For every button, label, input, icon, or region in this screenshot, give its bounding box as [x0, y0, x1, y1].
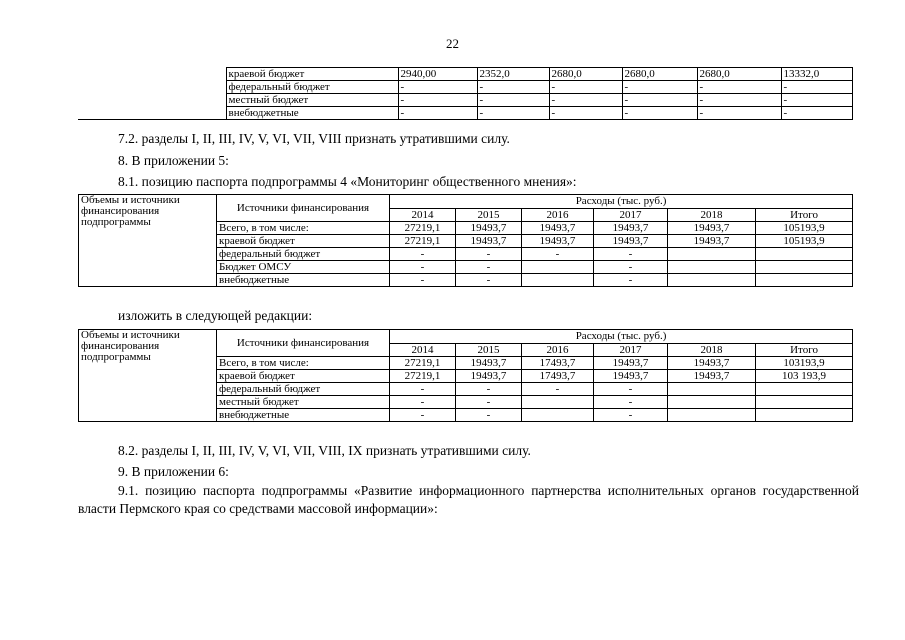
- value-cell: 19493,7: [522, 222, 594, 235]
- value-cell: 19493,7: [456, 370, 522, 383]
- page-number: 22: [446, 36, 459, 51]
- value-cell: -: [477, 94, 549, 107]
- paragraph-8-2: 8.2. разделы I, II, III, IV, V, VI, VII, VIII, IX признать утратившими силу.: [118, 443, 531, 458]
- volumes-label: Объемы и источники финансирования подпрограммы: [79, 330, 217, 422]
- source-label: внебюджетные: [226, 107, 398, 120]
- value-cell: 19493,7: [668, 235, 756, 248]
- value-cell: 19493,7: [594, 235, 668, 248]
- value-cell: -: [522, 248, 594, 261]
- value-cell: 105193,9: [756, 235, 853, 248]
- table-row: [78, 81, 852, 94]
- value-cell: 27219,1: [390, 235, 456, 248]
- value-cell: -: [522, 383, 594, 396]
- empty-cell: [78, 81, 226, 94]
- value-cell: 19493,7: [594, 370, 668, 383]
- value-cell: [756, 396, 853, 409]
- value-cell: [756, 409, 853, 422]
- paragraph-9: 9. В приложении 6:: [118, 464, 229, 479]
- value-cell: 19493,7: [594, 222, 668, 235]
- paragraph-7-2: 7.2. разделы I, II, III, IV, V, VI, VII, VIII признать утратившими силу.: [118, 131, 510, 146]
- value-cell: 17493,7: [522, 357, 594, 370]
- value-cell: [756, 383, 853, 396]
- source-label: внебюджетные: [217, 409, 390, 422]
- value-cell: [522, 409, 594, 422]
- value-cell: [522, 396, 594, 409]
- year-header: 2018: [668, 209, 756, 222]
- year-header: 2015: [456, 344, 522, 357]
- value-cell: -: [390, 274, 456, 287]
- volumes-label: Объемы и источники финансирования подпрограммы: [79, 195, 217, 287]
- empty-cell: [78, 68, 226, 81]
- source-label: краевой бюджет: [217, 235, 390, 248]
- value-cell: -: [549, 107, 622, 120]
- value-cell: -: [456, 248, 522, 261]
- value-cell: 13332,0: [781, 68, 852, 81]
- source-label: федеральный бюджет: [217, 248, 390, 261]
- value-cell: 19493,7: [522, 235, 594, 248]
- value-cell: -: [594, 396, 668, 409]
- value-cell: -: [390, 248, 456, 261]
- value-cell: 2352,0: [477, 68, 549, 81]
- source-label: местный бюджет: [217, 396, 390, 409]
- value-cell: -: [398, 94, 477, 107]
- year-header: 2016: [522, 209, 594, 222]
- value-cell: -: [477, 81, 549, 94]
- value-cell: 19493,7: [668, 222, 756, 235]
- value-cell: -: [594, 383, 668, 396]
- value-cell: 19493,7: [456, 357, 522, 370]
- value-cell: 19493,7: [456, 235, 522, 248]
- empty-cell: [78, 94, 226, 107]
- value-cell: -: [594, 409, 668, 422]
- value-cell: 2680,0: [622, 68, 697, 81]
- sources-header: Источники финансирования: [217, 195, 390, 222]
- value-cell: 27219,1: [390, 357, 456, 370]
- value-cell: [668, 409, 756, 422]
- value-cell: -: [697, 94, 781, 107]
- value-cell: 19493,7: [456, 222, 522, 235]
- sources-header: Источники финансирования: [217, 330, 390, 357]
- value-cell: -: [456, 409, 522, 422]
- source-label: Всего, в том числе:: [217, 222, 390, 235]
- value-cell: -: [390, 409, 456, 422]
- source-label: внебюджетные: [217, 274, 390, 287]
- top-budget-table: [78, 67, 853, 120]
- value-cell: -: [697, 81, 781, 94]
- value-cell: -: [622, 94, 697, 107]
- financing-table-old: [78, 194, 853, 287]
- financing-table-new: [78, 329, 853, 422]
- value-cell: -: [398, 107, 477, 120]
- value-cell: -: [456, 274, 522, 287]
- value-cell: 27219,1: [390, 370, 456, 383]
- value-cell: -: [781, 94, 852, 107]
- value-cell: [668, 396, 756, 409]
- table-row: [78, 107, 852, 120]
- value-cell: -: [390, 261, 456, 274]
- paragraph-8: 8. В приложении 5:: [118, 153, 229, 168]
- source-label: Бюджет ОМСУ: [217, 261, 390, 274]
- source-label: федеральный бюджет: [226, 81, 398, 94]
- restate-paragraph: изложить в следующей редакции:: [118, 308, 313, 323]
- year-header: 2017: [594, 209, 668, 222]
- value-cell: 19493,7: [668, 357, 756, 370]
- year-header: 2015: [456, 209, 522, 222]
- value-cell: -: [781, 81, 852, 94]
- value-cell: [756, 248, 853, 261]
- value-cell: [756, 261, 853, 274]
- value-cell: [668, 274, 756, 287]
- value-cell: 17493,7: [522, 370, 594, 383]
- expenses-header: Расходы (тыс. руб.): [390, 195, 853, 209]
- value-cell: -: [456, 396, 522, 409]
- empty-cell: [78, 107, 226, 120]
- value-cell: [522, 261, 594, 274]
- value-cell: -: [622, 81, 697, 94]
- paragraph-9-1: 9.1. позицию паспорта подпрограммы «Развитие информационного партнерства исполнительных органов государственной власти Пермского края со средствами массовой информации»:: [78, 483, 859, 516]
- value-cell: -: [594, 274, 668, 287]
- source-label: Всего, в том числе:: [217, 357, 390, 370]
- value-cell: -: [390, 396, 456, 409]
- value-cell: [756, 274, 853, 287]
- value-cell: -: [594, 261, 668, 274]
- value-cell: -: [398, 81, 477, 94]
- value-cell: 19493,7: [668, 370, 756, 383]
- value-cell: -: [456, 261, 522, 274]
- source-label: краевой бюджет: [217, 370, 390, 383]
- total-header: Итого: [756, 209, 853, 222]
- value-cell: 19493,7: [594, 357, 668, 370]
- table-row: [78, 68, 852, 81]
- table-row: [78, 94, 852, 107]
- value-cell: 105193,9: [756, 222, 853, 235]
- paragraph-8-1: 8.1. позицию паспорта подпрограммы 4 «Мониторинг общественного мнения»:: [118, 174, 577, 189]
- value-cell: 2940,00: [398, 68, 477, 81]
- value-cell: -: [549, 94, 622, 107]
- year-header: 2014: [390, 344, 456, 357]
- value-cell: [668, 248, 756, 261]
- value-cell: -: [781, 107, 852, 120]
- value-cell: -: [622, 107, 697, 120]
- value-cell: -: [549, 81, 622, 94]
- value-cell: 2680,0: [549, 68, 622, 81]
- value-cell: [668, 383, 756, 396]
- value-cell: [668, 261, 756, 274]
- value-cell: 2680,0: [697, 68, 781, 81]
- value-cell: 27219,1: [390, 222, 456, 235]
- value-cell: -: [697, 107, 781, 120]
- value-cell: [522, 274, 594, 287]
- value-cell: -: [477, 107, 549, 120]
- expenses-header: Расходы (тыс. руб.): [390, 330, 853, 344]
- year-header: 2016: [522, 344, 594, 357]
- source-label: местный бюджет: [226, 94, 398, 107]
- source-label: краевой бюджет: [226, 68, 398, 81]
- value-cell: -: [456, 383, 522, 396]
- value-cell: -: [594, 248, 668, 261]
- value-cell: 103 193,9: [756, 370, 853, 383]
- total-header: Итого: [756, 344, 853, 357]
- value-cell: 103193,9: [756, 357, 853, 370]
- source-label: федеральный бюджет: [217, 383, 390, 396]
- value-cell: -: [390, 383, 456, 396]
- year-header: 2018: [668, 344, 756, 357]
- year-header: 2017: [594, 344, 668, 357]
- year-header: 2014: [390, 209, 456, 222]
